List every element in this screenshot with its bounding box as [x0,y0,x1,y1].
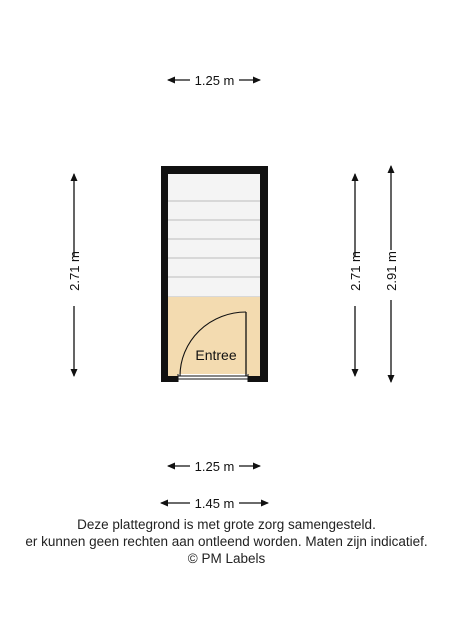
dimension-label-right-height-inner: 2.71 m [348,251,363,291]
dimension-top-width [168,73,260,88]
dimension-label-left-height: 2.71 m [67,251,82,291]
disclaimer-line-1: Deze plattegrond is met grote zorg samengesteld. [77,517,376,532]
dimension-bottom-width-outer [161,496,268,511]
disclaimer-line-2: er kunnen geen rechten aan ontleend worden. Maten zijn indicatief. [25,534,428,549]
dimension-label-right-height-outer: 2.91 m [384,251,399,291]
disclaimer [0,516,453,567]
dimension-label-bottom-width-inner: 1.25 m [194,459,235,474]
dimension-right-height-outer [384,166,399,382]
stairs [168,174,260,297]
dimension-left-height [67,174,82,376]
dimension-bottom-width-inner [168,459,260,474]
dimension-right-height-inner [348,174,363,376]
copyright-label: © PM Labels [187,551,266,566]
dimension-label-bottom-width-outer: 1.45 m [194,496,235,511]
room-label: Entree [195,347,237,363]
dimension-label-top-width: 1.25 m [194,73,235,88]
